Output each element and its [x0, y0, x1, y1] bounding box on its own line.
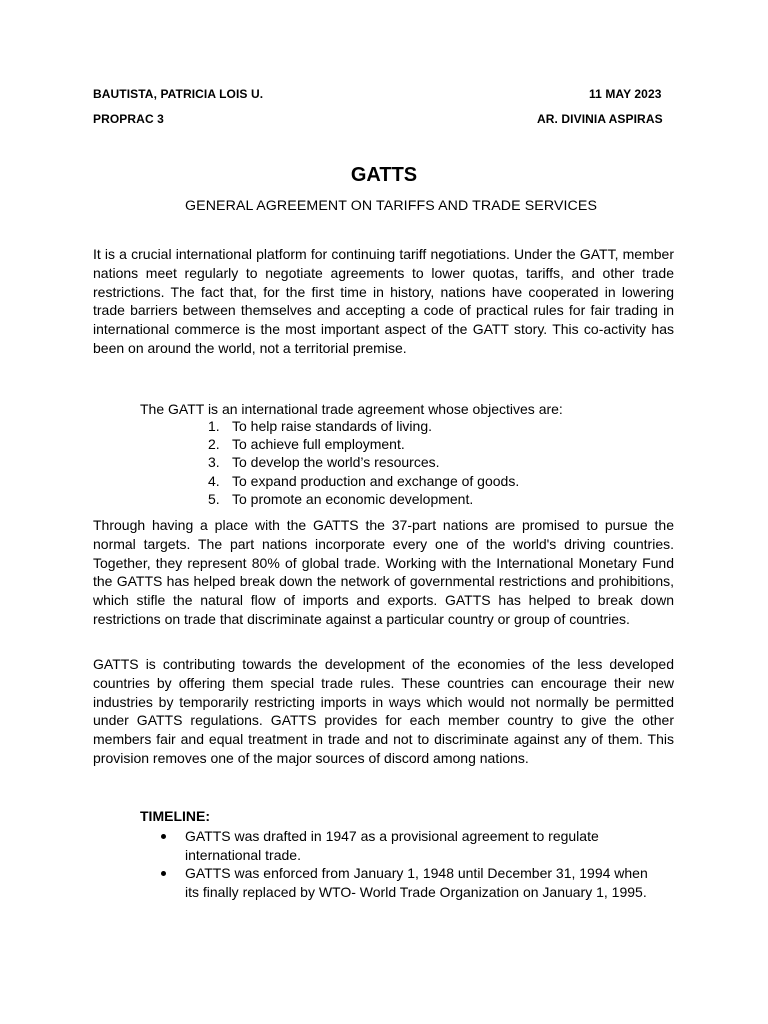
- objective-text: To expand production and exchange of goods.: [232, 472, 520, 489]
- membership-paragraph: Through having a place with the GATTS the 37-part nations are promised to pursue the normal targets. The part nations incorporate every one of the world's driving countries. Together, they represent 80% of global trade. Working with the International Monetary Fund the GATTS has helped break down the network of governmental restrictions and prohibitions, which stifle the natural flow of imports and exports. GATTS has helped to break down restrictions on trade that discriminate against a particular country or group of countries.: [93, 517, 674, 627]
- objective-number: 1.: [208, 418, 220, 434]
- objective-text: To achieve full employment.: [232, 436, 405, 453]
- objective-number: 3.: [208, 454, 220, 471]
- objective-number: 5.: [208, 490, 220, 507]
- objective-number: 2.: [208, 436, 220, 453]
- objective-text: To develop the world’s resources.: [232, 454, 440, 471]
- objectives-intro: The GATT is an international trade agreement whose objectives are:: [140, 401, 563, 417]
- course-code: PROPRAC 3: [93, 112, 164, 126]
- timeline-text: GATTS was drafted in 1947 as a provisional agreement to regulate international trade.: [185, 828, 599, 863]
- timeline-heading: TIMELINE:: [140, 808, 210, 824]
- objective-number: 4.: [208, 472, 220, 489]
- intro-paragraph: It is a crucial international platform for continuing tariff negotiations. Under the GATT, member nations meet regularly to negotiate agreements to lower quotas, tariffs, and other trade restrictions. The fact that, for the first time in history, nations have cooperated in lowering trade barriers between themselves and accepting a code of practical rules for fair trading in international commerce is the most important aspect of the GATT story. This co-activity has been on around the world, not a territorial premise.: [93, 246, 674, 356]
- document-subtitle: GENERAL AGREEMENT ON TARIFFS AND TRADE SERVICES: [185, 198, 598, 214]
- timeline-item: [0, 827, 660, 864]
- student-name: BAUTISTA, PATRICIA LOIS U.: [93, 87, 264, 101]
- timeline-item: [0, 864, 660, 901]
- timeline-text: GATTS was enforced from January 1, 1948 until December 31, 1994 when its finally replaced by WTO- World Trade Organization on January 1, 1995.: [185, 865, 648, 900]
- document-date: 11 MAY 2023: [589, 87, 662, 101]
- development-paragraph: GATTS is contributing towards the development of the economies of the less developed countries by offering them special trade rules. These countries can encourage their new industries by temporarily restricting imports in ways which would not normally be permitted under GATTS regulations. GATTS provides for each member country to give the other members fair and equal treatment in trade and not to discriminate against any of them. This provision removes one of the major sources of discord among nations.: [93, 656, 674, 766]
- instructor-name: AR. DIVINIA ASPIRAS: [537, 112, 663, 126]
- bullet-icon: [161, 871, 166, 876]
- objective-text: To promote an economic development.: [232, 490, 474, 507]
- bullet-icon: [161, 834, 166, 839]
- timeline-list: [0, 827, 660, 901]
- document-title: GATTS: [350, 164, 418, 186]
- objective-text: To help raise standards of living.: [232, 418, 432, 434]
